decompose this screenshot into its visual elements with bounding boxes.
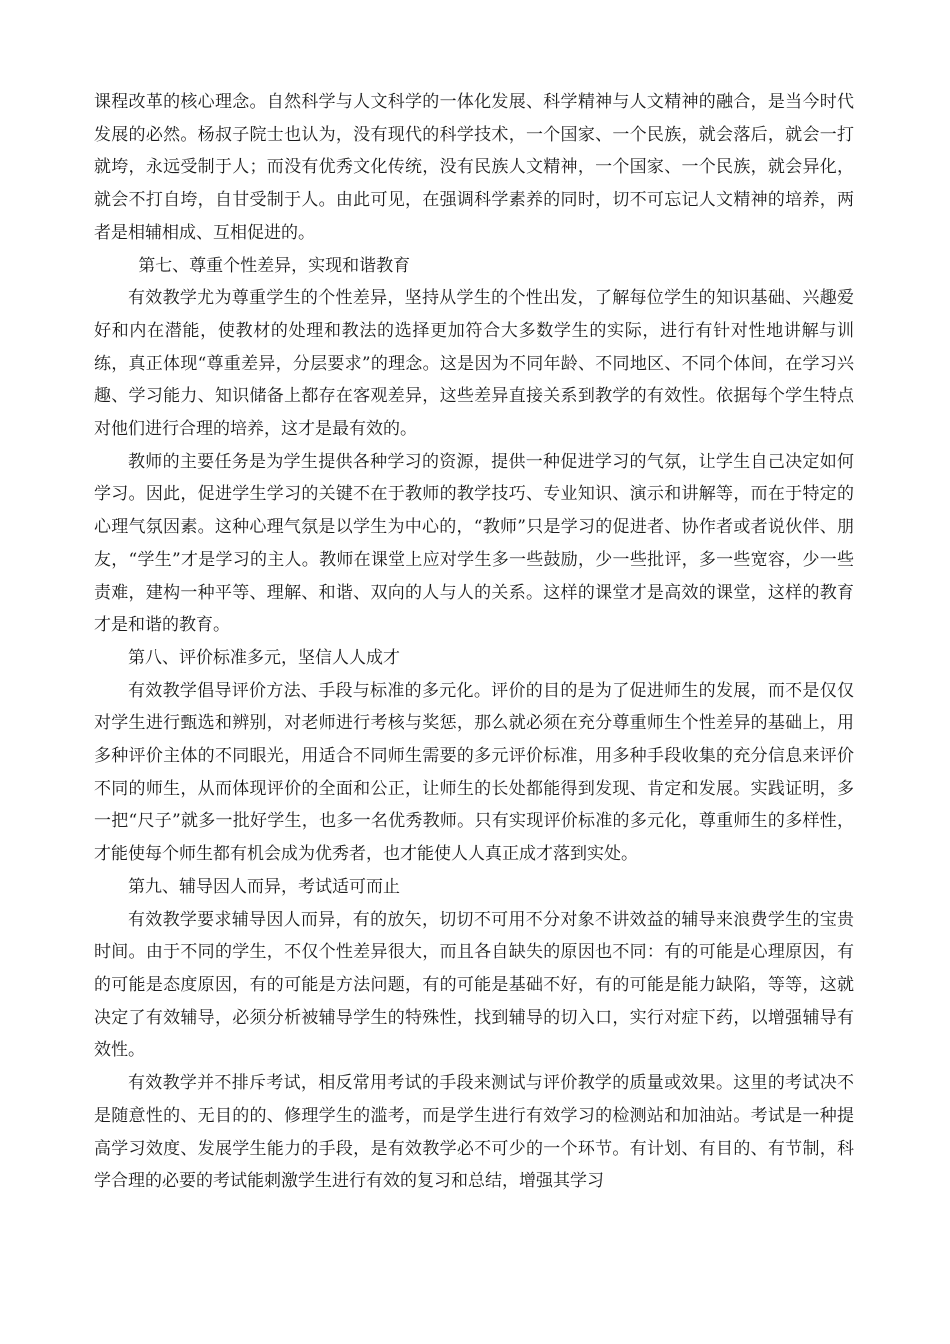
paragraph-intro: 课程改革的核心理念。自然科学与人文科学的一体化发展、科学精神与人文精神的融合，是当今时代发展的必然。杨叔子院士也认为，没有现代的科学技术，一个国家、一个民族，就会落后，就会一打就垮，永远受制于人；而没有优秀文化传统，没有民族人文精神，一个国家、一个民族，就会异化，就会不打自垮，自甘受制于人。由此可见，在强调科学素养的同时，切不可忘记人文精神的培养，两者是相辅相成、互相促进的。 — [94, 92, 854, 243]
paragraph-7a: 有效教学尤为尊重学生的个性差异，坚持从学生的个性出发，了解每位学生的知识基础、兴趣爱好和内在潜能，使教材的处理和教法的选择更加符合大多数学生的实际，进行有针对性地讲解与训练，真正体现“尊重差异，分层要求”的理念。这是因为不同年龄、不同地区、不同个体间，在学习兴趣、学习能力、知识储备上都存在客观差异，这些差异直接关系到教学的有效性。依据每个学生特点对他们进行合理的培养，这才是最有效的。 — [94, 288, 854, 440]
paragraph-8a: 有效教学倡导评价方法、手段与标准的多元化。评价的目的是为了促进师生的发展，而不是仅仅对学生进行甄选和辨别，对老师进行考核与奖惩，那么就必须在充分尊重师生个性差异的基础上，用多种评价主体的不同眼光，用适合不同师生需要的多元评价标准，用多种手段收集的充分信息来评价不同的师生，从而体现评价的全面和公正，让师生的长处都能得到发现、肯定和发展。实践证明，多一把“尺子”就多一批好学生，也多一名优秀教师。只有实现评价标准的多元化，尊重师生的多样性，才能使每个师生都有机会成为优秀者，也才能使人人真正成才落到实处。 — [94, 680, 854, 865]
section-heading-9: 第九、辅导因人而异，考试适可而止 — [128, 876, 400, 897]
paragraph-9a: 有效教学要求辅导因人而异，有的放矢，切切不可用不分对象不讲效益的辅导来浪费学生的宝贵时间。由于不同的学生，不仅个性差异很大，而且各自缺失的原因也不同：有的可能是心理原因，有的可能是态度原因，有的可能是方法问题，有的可能是基础不好，有的可能是能力缺陷，等等，这就决定了有效辅导，必须分析被辅导学生的特殊性，找到辅导的切入口，实行对症下药，以增强辅导有效性。 — [94, 909, 854, 1061]
document-page — [94, 86, 854, 1198]
section-heading-7: 第七、尊重个性差异，实现和谐教育 — [138, 255, 411, 276]
paragraph-9b: 有效教学并不排斥考试，相反常用考试的手段来测试与评价教学的质量或效果。这里的考试决不是随意性的、无目的的、修理学生的滥考，而是学生进行有效学习的检测站和加油站。考试是一种提高学习效度、发展学生能力的手段，是有效教学必不可少的一个环节。有计划、有目的、有节制，科学合理的必要的考试能刺激学生进行有效的复习和总结，增强其学习 — [94, 1073, 854, 1192]
paragraph-7b: 教师的主要任务是为学生提供各种学习的资源，提供一种促进学习的气氛，让学生自己决定如何学习。因此，促进学生学习的关键不在于教师的教学技巧、专业知识、演示和讲解等，而在于特定的心理气氛因素。这种心理气氛是以学生为中心的，“教师”只是学习的促进者、协作者或者说伙伴、朋友，“学生”才是学习的主人。教师在课堂上应对学生多一些鼓励，少一些批评，多一些宽容，少一些责难，建构一种平等、理解、和谐、双向的人与人的关系。这样的课堂才是高效的课堂，这样的教育才是和谐的教育。 — [94, 451, 854, 636]
section-heading-8: 第八、评价标准多元，坚信人人成才 — [128, 647, 400, 668]
